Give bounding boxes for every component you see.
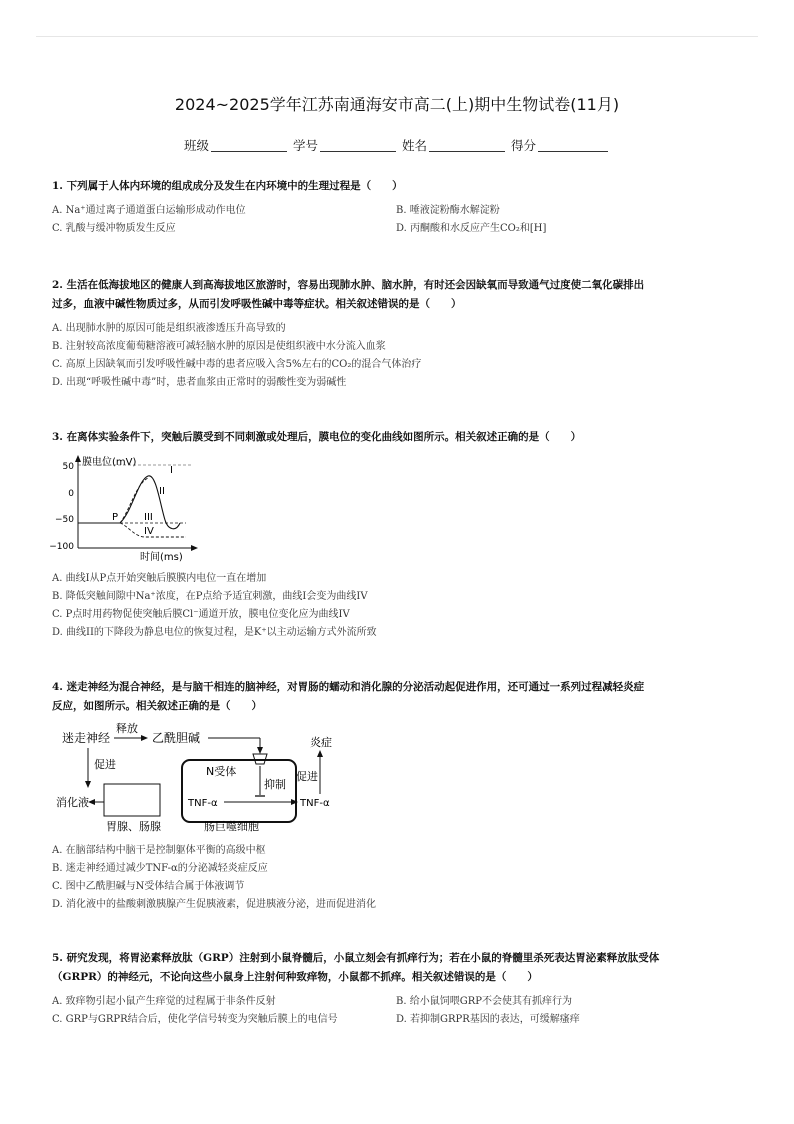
promote-label-2: 促进	[296, 770, 318, 783]
curve-III-label: III	[144, 512, 153, 523]
graph-ytick-neg50: −50	[55, 515, 74, 525]
q3-option-a[interactable]: A. 曲线I从P点开始突触后膜膜内电位一直在增加	[52, 573, 267, 584]
q2-option-a[interactable]: A. 出现肺水肿的原因可能是组织液渗透压升高导致的	[52, 323, 286, 334]
q4-option-c[interactable]: C. 图中乙酰胆碱与N受体结合属于体液调节	[52, 881, 245, 892]
question-5-stem-line-1: 5. 研究发现，将胃泌素释放肽（GRP）注射到小鼠脊髓后，小鼠立刻会有抓痒行为；若在小鼠的脊髓里杀死表达胃泌素释放肽受体	[52, 952, 660, 964]
n-receptor-label: N受体	[206, 765, 237, 778]
name-blank[interactable]	[429, 151, 505, 152]
q4-option-b[interactable]: B. 迷走神经通过减少TNF-α的分泌减轻炎症反应	[52, 863, 268, 874]
vagus-nerve-node: 迷走神经	[62, 731, 111, 745]
graph-x-arrow	[191, 545, 198, 551]
graph-ytick-50: 50	[62, 462, 74, 472]
question-3-options	[52, 570, 752, 642]
q4-option-a[interactable]: A. 在脑部结构中脑干是控制躯体平衡的高级中枢	[52, 845, 266, 856]
question-3-stem: 3. 在离体实验条件下，突触后膜受到不同刺激或处理后，膜电位的变化曲线如图所示。相关叙述正确的是（ ）	[52, 431, 582, 443]
q1-option-b[interactable]: B. 唾液淀粉酶水解淀粉	[396, 205, 500, 216]
graph-y-label: 膜电位(mV)	[82, 457, 137, 468]
tnf-outside-label: TNF-α	[300, 798, 330, 809]
q5-option-b[interactable]: B. 给小鼠饲喂GRP不会使其有抓痒行为	[396, 996, 572, 1007]
release-label: 释放	[116, 722, 138, 735]
graph-ytick-0: 0	[68, 489, 74, 499]
q1-option-c[interactable]: C. 乳酸与缓冲物质发生反应	[52, 223, 176, 234]
page-title: 2024~2025学年江苏南通海安市高二(上)期中生物试卷(11月)	[174, 95, 620, 114]
question-4	[52, 678, 752, 716]
question-4-options	[52, 842, 752, 914]
glands-label: 胃腺、肠腺	[106, 820, 161, 833]
digestive-fluid-node: 消化液	[56, 796, 89, 809]
macrophage-cell	[182, 760, 296, 822]
inhibit-label: 抑制	[264, 778, 286, 791]
release-arrowhead	[141, 735, 148, 741]
digest-out-arrowhead	[88, 799, 95, 805]
promote-label-1: 促进	[94, 758, 116, 771]
score-blank[interactable]	[538, 151, 608, 152]
question-2-stem-line-2: 过多，血液中碱性物质过多，从而引发呼吸性碱中毒等症状。相关叙述错误的是（ ）	[52, 298, 462, 310]
q3-option-c[interactable]: C. P点时用药物促使突触后膜Cl⁻通道开放，膜电位变化应为曲线IV	[52, 609, 350, 620]
inflammation-node: 炎症	[310, 736, 332, 749]
graph-ytick-neg100: −100	[49, 542, 74, 552]
macrophage-label: 肠巨噬细胞	[204, 820, 259, 833]
class-label: 班级	[183, 138, 209, 153]
q3-option-b[interactable]: B. 降低突触间隙中Na⁺浓度，在P点给予适宜刺激，曲线I会变为曲线IV	[52, 591, 368, 602]
acetylcholine-node: 乙酰胆碱	[152, 731, 201, 745]
vagus-nerve-diagram	[52, 720, 352, 836]
q4-option-d[interactable]: D. 消化液中的盐酸刺激胰腺产生促胰液素，促进胰液分泌，进而促进消化	[52, 899, 377, 910]
number-blank[interactable]	[320, 151, 396, 152]
graph-point-p-label: P	[112, 512, 119, 523]
question-2-stem-line-1: 2. 生活在低海拔地区的健康人到高海拔地区旅游时，容易出现肺水肿、脑水肿，有时还会因缺氧而导致通气过度使二氧化碳排出	[52, 279, 645, 291]
glands-box	[104, 784, 160, 816]
curve-I	[78, 476, 180, 529]
q5-option-d[interactable]: D. 若抑制GRPR基因的表达，可缓解瘙痒	[396, 1014, 580, 1025]
name-label: 姓名	[401, 138, 427, 153]
ach-to-receptor-arrowhead	[257, 747, 263, 754]
curve-II-label: II	[159, 486, 165, 497]
question-4-stem-line-1: 4. 迷走神经为混合神经，是与脑干相连的脑神经，对胃肠的蠕动和消化腺的分泌活动起促进作用，还可通过一系列过程减轻炎症	[52, 681, 645, 693]
q2-option-b[interactable]: B. 注射较高浓度葡萄糖溶液可减轻脑水肿的原因是使组织液中水分流入血浆	[52, 341, 386, 352]
score-label: 得分	[510, 138, 536, 153]
question-1	[52, 177, 752, 238]
promote-digest-arrowhead	[85, 781, 91, 788]
question-5-stem-line-2: （GRPR）的神经元，不论向这些小鼠身上注射何种致痒物，小鼠都不抓痒。相关叙述错误的是（ ）	[52, 971, 538, 983]
question-1-stem: 1. 下列属于人体内环境的组成成分及发生在内环境中的生理过程是（ ）	[52, 180, 403, 192]
student-info-line	[0, 136, 794, 154]
q2-option-c[interactable]: C. 高原上因缺氧而引发呼吸性碱中毒的患者应吸入含5%左右的CO₂的混合气体治疗	[52, 359, 422, 370]
membrane-potential-graph	[49, 452, 202, 568]
curve-IV-label: IV	[144, 526, 154, 537]
graph-x-label: 时间(ms)	[140, 552, 183, 563]
tnf-inside-label: TNF-α	[188, 798, 218, 809]
q2-option-d[interactable]: D. 出现“呼吸性碱中毒”时，患者血浆由正常时的弱酸性变为弱碱性	[52, 377, 347, 388]
question-4-stem-line-2: 反应，如图所示。相关叙述正确的是（ ）	[52, 700, 262, 712]
number-label: 学号	[292, 138, 318, 153]
q1-option-a[interactable]: A. Na⁺通过离子通道蛋白运输形成动作电位	[52, 205, 246, 216]
q5-option-a[interactable]: A. 致痒物引起小鼠产生痒觉的过程属于非条件反射	[52, 996, 276, 1007]
graph-y-arrow	[75, 455, 81, 462]
question-3	[52, 428, 752, 447]
curve-I-label: I	[170, 465, 173, 476]
top-divider	[36, 36, 758, 37]
question-5	[52, 949, 752, 1029]
q3-option-d[interactable]: D. 曲线II的下降段为静息电位的恢复过程，是K⁺以主动运输方式外流所致	[52, 627, 377, 638]
q1-option-d[interactable]: D. 丙酮酸和水反应产生CO₂和[H]	[396, 223, 547, 234]
q5-option-c[interactable]: C. GRP与GRPR结合后，使化学信号转变为突触后膜上的电信号	[52, 1014, 338, 1025]
question-2	[52, 276, 752, 392]
class-blank[interactable]	[211, 151, 287, 152]
promote-inflammation-arrowhead	[317, 750, 323, 757]
